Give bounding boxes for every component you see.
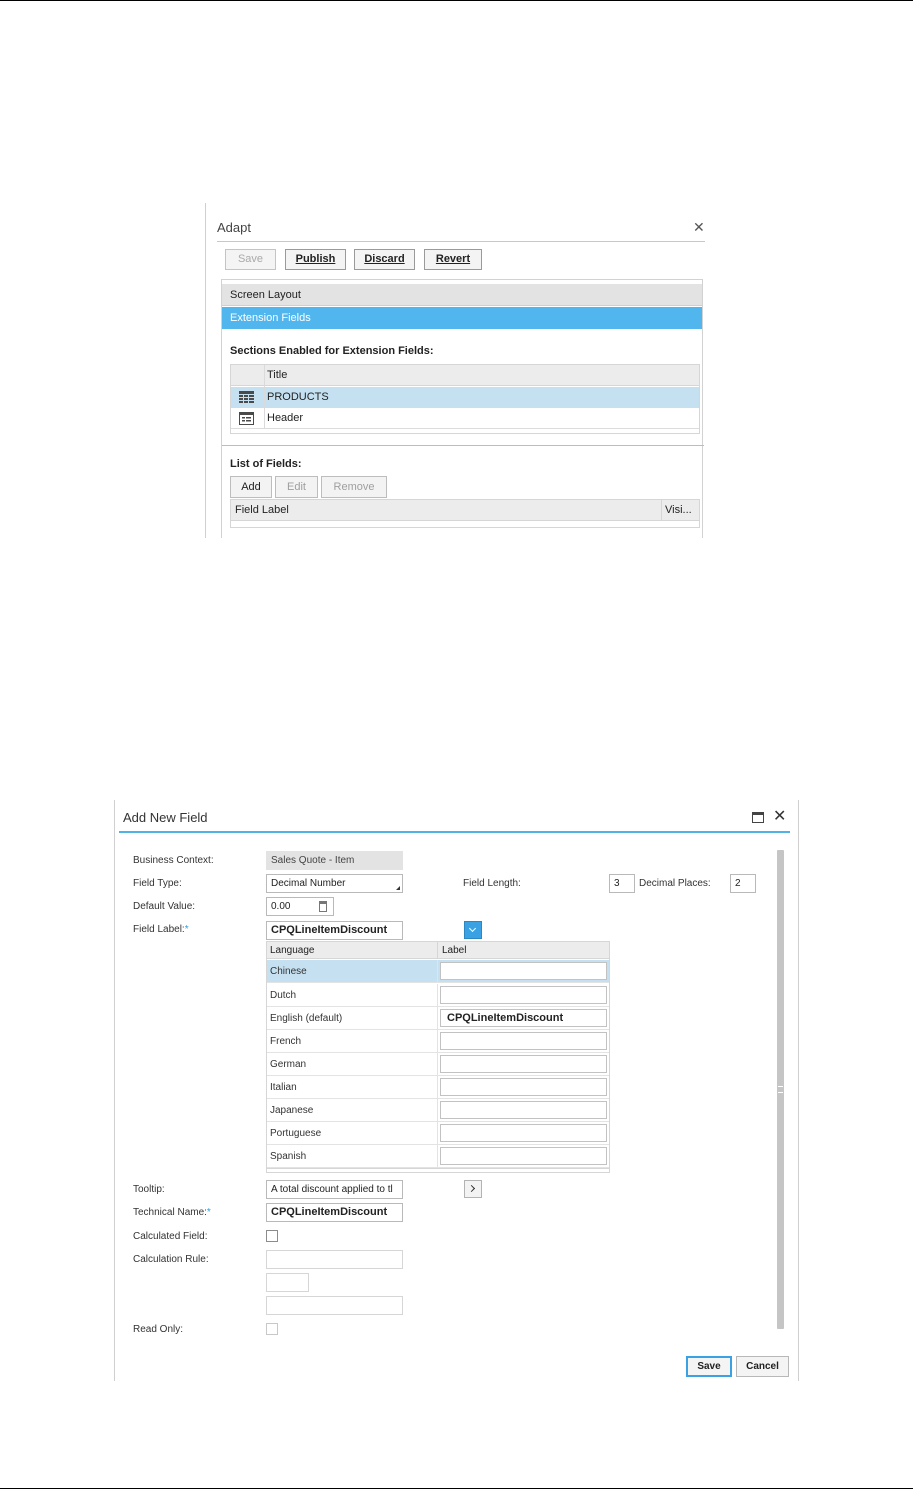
- language-name: German: [270, 1059, 307, 1070]
- table-bottom: [231, 428, 699, 429]
- field-label-input[interactable]: CPQLineItemDiscount: [266, 921, 403, 940]
- read-only-checkbox[interactable]: [266, 1323, 278, 1335]
- dialog-edge: [114, 800, 115, 1381]
- section-title: PRODUCTS: [267, 391, 329, 403]
- tooltip-input[interactable]: A total discount applied to tl: [266, 1180, 403, 1199]
- column-title: Title: [267, 369, 288, 381]
- translations-table: [266, 941, 610, 1173]
- language-name: Portuguese: [270, 1128, 322, 1139]
- language-name: English (default): [270, 1013, 343, 1024]
- adapt-content: [221, 279, 703, 538]
- table-row[interactable]: [267, 1030, 609, 1053]
- sections-header: [231, 365, 699, 386]
- save-button[interactable]: Save: [686, 1356, 732, 1377]
- discard-button[interactable]: Discard: [354, 249, 415, 270]
- field-label-label: [133, 924, 189, 935]
- cell-divider: [437, 1007, 438, 1030]
- page-bottom-rule: [0, 1488, 913, 1489]
- field-length-label: Field Length:: [463, 878, 521, 889]
- dialog-title: Add New Field: [123, 810, 208, 825]
- calculation-value-input[interactable]: [266, 1296, 403, 1315]
- panel-edge: [205, 203, 206, 538]
- add-button[interactable]: Add: [230, 476, 272, 498]
- calculation-operator-input[interactable]: [266, 1273, 309, 1292]
- scrollbar-grip[interactable]: [778, 1086, 783, 1093]
- title-divider: [217, 241, 705, 242]
- section-divider: [222, 445, 704, 446]
- adapt-title: Adapt: [217, 220, 251, 235]
- language-name: Chinese: [270, 966, 307, 977]
- technical-name-text: Technical Name:: [133, 1207, 207, 1218]
- chevron-right-icon: [468, 1185, 475, 1192]
- business-context-label: Business Context:: [133, 855, 214, 866]
- label-input[interactable]: [440, 1124, 607, 1142]
- cell-divider: [437, 1076, 438, 1099]
- save-button[interactable]: Save: [225, 249, 276, 270]
- label-input[interactable]: [440, 986, 607, 1004]
- table-row[interactable]: [267, 1007, 609, 1030]
- remove-button[interactable]: Remove: [321, 476, 387, 498]
- cell-divider: [437, 1030, 438, 1053]
- business-context-field: Sales Quote - Item: [266, 851, 403, 870]
- add-new-field-dialog: [114, 800, 799, 1381]
- calculation-rule-input[interactable]: [266, 1250, 403, 1269]
- field-length-input[interactable]: 3: [609, 874, 635, 893]
- tooltip-expand-button[interactable]: [464, 1180, 482, 1198]
- decimal-places-label: Decimal Places:: [639, 878, 711, 889]
- cell-divider: [437, 1122, 438, 1145]
- field-type-label: Field Type:: [133, 878, 182, 889]
- fields-table: [230, 499, 700, 528]
- label-input[interactable]: [440, 1032, 607, 1050]
- maximize-icon[interactable]: [752, 812, 764, 823]
- column-label: Label: [437, 942, 609, 959]
- default-value-label: Default Value:: [133, 901, 196, 912]
- field-label-text: Field Label:: [133, 924, 185, 935]
- dropdown-corner-icon: [396, 886, 400, 890]
- close-icon[interactable]: ✕: [773, 808, 787, 825]
- revert-button[interactable]: Revert: [424, 249, 482, 270]
- read-only-label: Read Only:: [133, 1324, 184, 1335]
- cell-divider: [437, 960, 438, 983]
- tooltip-label: Tooltip:: [133, 1184, 165, 1195]
- sections-table: [230, 364, 700, 434]
- column-field-label[interactable]: Field Label: [235, 504, 289, 516]
- scrollbar[interactable]: [777, 850, 784, 1329]
- table-row[interactable]: [267, 1122, 609, 1145]
- table-row[interactable]: [267, 984, 609, 1007]
- cell-divider: [437, 984, 438, 1007]
- adapt-panel: [205, 203, 705, 538]
- required-marker: *: [206, 1207, 211, 1218]
- publish-button[interactable]: Publish: [285, 249, 346, 270]
- table-row[interactable]: [267, 960, 609, 983]
- calculation-rule-label: Calculation Rule:: [133, 1254, 209, 1265]
- cancel-button[interactable]: Cancel: [736, 1356, 789, 1377]
- default-value-input[interactable]: [266, 897, 334, 916]
- table-row[interactable]: [267, 1053, 609, 1076]
- table-icon: [239, 391, 254, 404]
- required-marker: *: [184, 924, 189, 935]
- translations-toggle-button[interactable]: [464, 921, 482, 939]
- section-row-products[interactable]: [231, 387, 699, 408]
- label-input[interactable]: [440, 1078, 607, 1096]
- column-visible[interactable]: Visi...: [661, 500, 699, 521]
- language-name: French: [270, 1036, 302, 1047]
- fields-header: [231, 500, 699, 521]
- page-top-rule: [0, 0, 913, 1]
- label-input[interactable]: [440, 1147, 607, 1165]
- sections-heading: Sections Enabled for Extension Fields:: [230, 345, 434, 357]
- technical-name-input[interactable]: CPQLineItemDiscount: [266, 1203, 403, 1222]
- calculated-field-checkbox[interactable]: [266, 1230, 278, 1242]
- calculated-field-label: Calculated Field:: [133, 1231, 208, 1242]
- column-language: Language: [270, 945, 315, 956]
- field-type-value: Decimal Number: [271, 878, 346, 889]
- title-divider: [119, 831, 790, 833]
- edit-button[interactable]: Edit: [275, 476, 318, 498]
- label-input[interactable]: [440, 1101, 607, 1119]
- label-input[interactable]: CPQLineItemDiscount: [440, 1009, 607, 1027]
- nav-screen-layout[interactable]: Screen Layout: [222, 284, 702, 306]
- calculator-icon[interactable]: [319, 901, 327, 912]
- label-input[interactable]: [440, 962, 607, 980]
- translations-header: [267, 942, 609, 959]
- cell-divider: [437, 1099, 438, 1122]
- section-title: Header: [267, 412, 304, 424]
- dialog-edge: [798, 800, 799, 1381]
- language-name: Dutch: [270, 990, 297, 1001]
- form-icon: [239, 412, 254, 425]
- column-divider: [264, 365, 265, 429]
- section-row-header[interactable]: [231, 408, 699, 429]
- label-input[interactable]: [440, 1055, 607, 1073]
- cell-divider: [437, 1053, 438, 1076]
- cell-divider: [437, 1145, 438, 1168]
- language-name: Spanish: [270, 1151, 307, 1162]
- table-footer: [267, 1168, 609, 1169]
- close-icon[interactable]: ✕: [693, 219, 705, 235]
- decimal-places-input[interactable]: 2: [730, 874, 756, 893]
- language-name: Japanese: [270, 1105, 314, 1116]
- default-value-text: 0.00: [271, 901, 291, 912]
- table-row[interactable]: [267, 1099, 609, 1122]
- chevron-down-icon: [469, 925, 476, 932]
- table-row[interactable]: [267, 1076, 609, 1099]
- field-type-select[interactable]: [266, 874, 403, 893]
- language-name: Italian: [270, 1082, 297, 1093]
- technical-name-label: [133, 1207, 211, 1218]
- nav-extension-fields[interactable]: Extension Fields: [222, 307, 702, 329]
- table-row[interactable]: [267, 1145, 609, 1168]
- fields-heading: List of Fields:: [230, 458, 302, 470]
